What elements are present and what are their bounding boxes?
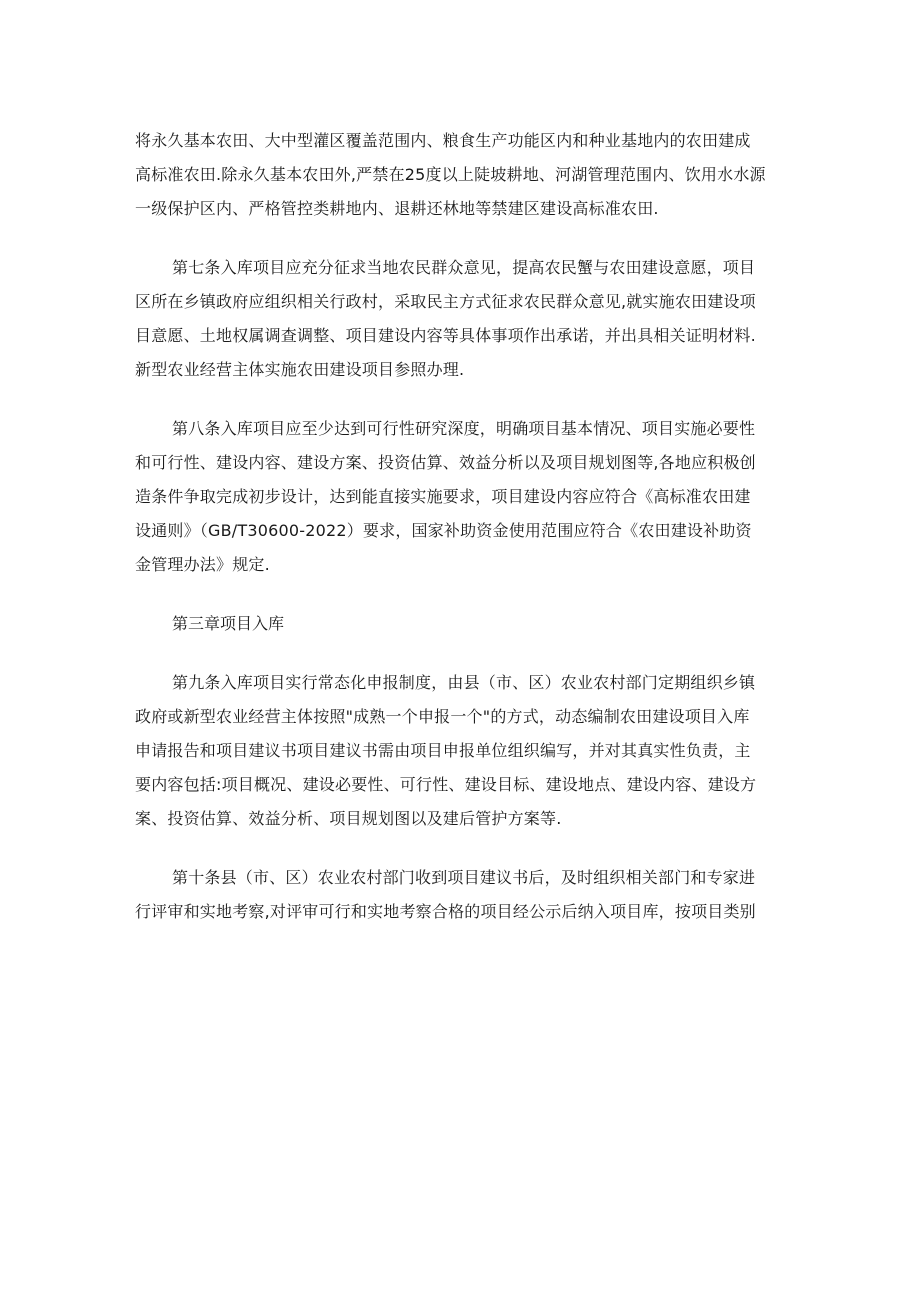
- paragraph-continuation: 将永久基本农田、大中型灌区覆盖范围内、粮食生产功能区内和种业基地内的农田建成 高标准农田.除永久基本农田外,严禁在25度以上陡坡耕地、河湖管理范围内、饮用水水源 一级保护区内、严格管控类耕地内、退耕还林地等禁建区建设高标准农田.: [135, 131, 766, 218]
- document-body: [135, 124, 790, 929]
- chapter-heading: 第三章项目入库: [172, 614, 285, 633]
- paragraph-article-9: 第九条入库项目实行常态化申报制度，由县（市、区）农业农村部门定期组织乡镇 政府或新型农业经营主体按照"成熟一个申报一个"的方式，动态编制农田建设项目入库 申请报告和项目建议书项目建议书需由项目申报单位组织编写，并对其真实性负责，主 要内容包括:项目概况、建设必要性、可行性、建设目标、建设地点、建设内容、建设方 案、投资估算、效益分析、项目规划图以及建后管护方案等.: [135, 673, 757, 828]
- paragraph-article-8: 第八条入库项目应至少达到可行性研究深度，明确项目基本情况、项目实施必要性 和可行性、建设内容、建设方案、投资估算、效益分析以及项目规划图等,各地应积极创 造条件争取完成初步设计，达到能直接实施要求，项目建设内容应符合《高标准农田建 设通则》（GB/T30600-2022）要求，国家补助资金使用范围应符合《农田建设补助资 金管理办法》规定.: [135, 419, 756, 574]
- paragraph-article-7: 第七条入库项目应充分征求当地农民群众意见，提高农民蟹与农田建设意愿，项目 区所在乡镇政府应组织相关行政村，采取民主方式征求农民群众意见,就实施农田建设项 目意愿、土地权属调查调整、项目建设内容等具体事项作出承诺，并出具相关证明材料. 新型农业经营主体实施农田建设项目参照办理.: [135, 258, 756, 379]
- paragraph-article-10: 第十条县（市、区）农业农村部门收到项目建议书后，及时组织相关部门和专家进 行评审和实地考察,对评审可行和实地考察合格的项目经公示后纳入项目库，按项目类别: [135, 868, 756, 921]
